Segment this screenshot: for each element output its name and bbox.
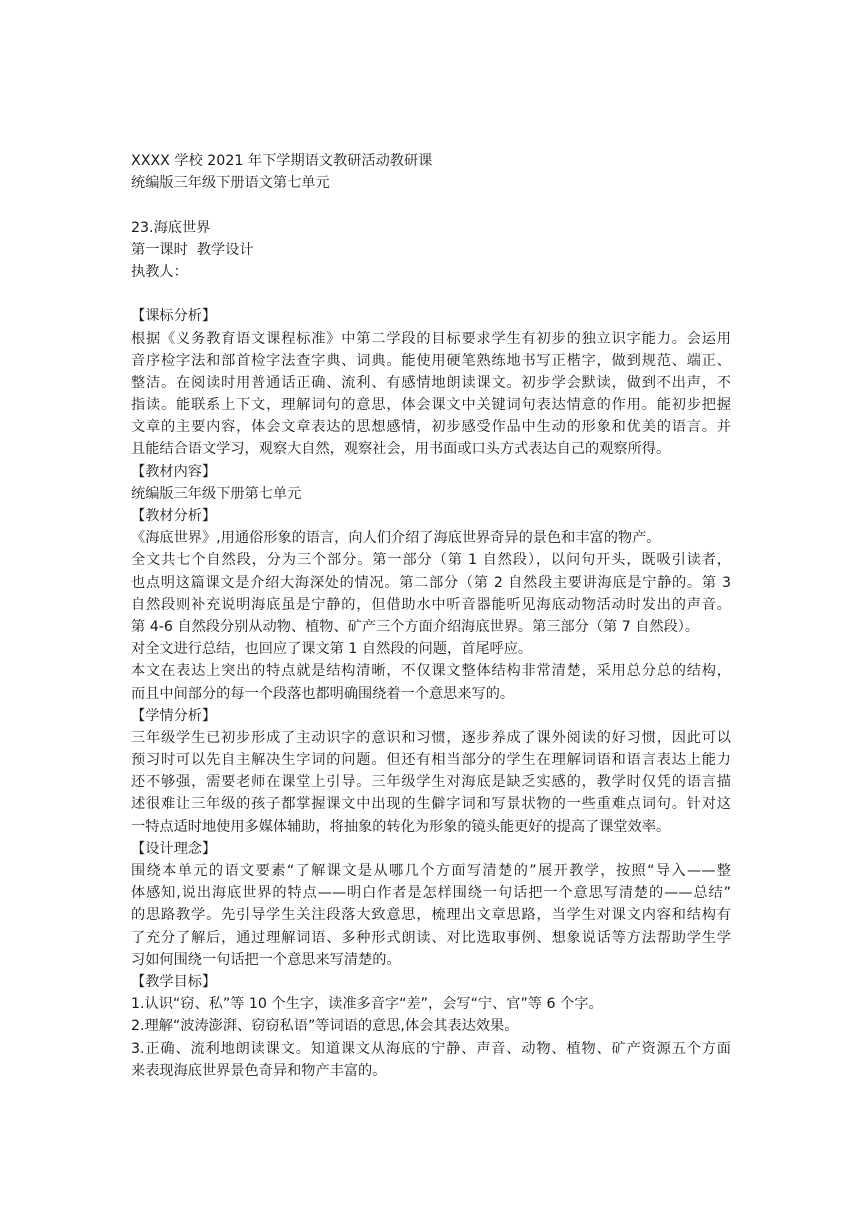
paragraph-line: 而且中间部分的每一个段落也都明确围绕着一个意思来写的。: [131, 685, 515, 702]
analysis-paragraph: [131, 527, 731, 705]
goal-item: 2.理解“波涛澎湃、窃窃私语”等词语的意思,体会其表达效果。: [131, 1018, 519, 1035]
lesson-period: 第一课时 教学设计: [131, 241, 254, 258]
concept-heading: 【设计理念】: [131, 840, 217, 857]
school-title: XXXX 学校 2021 年下学期语文教研活动教研课: [131, 153, 433, 169]
content-text: 统编版三年级下册第七单元: [131, 485, 302, 502]
document-page: [131, 150, 731, 1082]
goal-item: 来表现海底世界景色奇异和物产丰富的。: [131, 1062, 387, 1079]
paragraph-line: 一特点适时地使用多媒体辅助，将抽象的转化为形象的镜头能更好的提高了课堂效率。: [131, 818, 671, 835]
paragraph-line: 整洁。在阅读时用普通话正确、流利、有感情地朗读课文。初步学会默读，做到不出声，不: [131, 374, 731, 391]
paragraph-line: 也点明这篇课文是介绍大海深处的情况。第二部分（第 2 自然段主要讲海底是宁静的。第 3: [131, 574, 731, 591]
spacer: [131, 194, 731, 216]
goal-item: 3.正确、流利地朗读课文。知道课文从海底的宁静、声音、动物、植物、矿产资源五个方面: [131, 1040, 731, 1057]
paragraph-line: 体感知,说出海底世界的特点——明白作者是怎样围绕一句话把一个意思写清楚的——总结”: [131, 885, 731, 902]
goal-item: 1.认识“窃、私”等 10 个生字，读准多音字“差”，会写“宁、官”等 6 个字。: [131, 996, 603, 1013]
goals-heading: 【教学目标】: [131, 973, 217, 990]
goals-list: [131, 993, 731, 1082]
paragraph-line: 了充分了解后，通过理解词语、多种形式朗读、对比选取事例、想象说话等方法帮助学生学: [131, 929, 731, 946]
paragraph-line: 音序检字法和部首检字法查字典、词典。能使用硬笔熟练地书写正楷字，做到规范、端正、: [131, 352, 731, 369]
standards-paragraph: [131, 328, 731, 461]
paragraph-line: 围绕本单元的语文要素“了解课文是从哪几个方面写清楚的”展开教学，按照“导入——整: [131, 863, 731, 879]
teacher-label: 执教人：: [131, 263, 188, 280]
paragraph-line: 文章的主要内容，体会文章表达的思想感情，初步感受作品中生动的形象和优美的语言。并: [131, 419, 731, 436]
paragraph-line: 自然段则补充说明海底虽是宁静的，但借助水中听音器能听见海底动物活动时发出的声音。: [131, 596, 731, 613]
paragraph-line: 《海底世界》,用通俗形象的语言，向人们介绍了海底世界奇异的景色和丰富的物产。: [131, 530, 661, 547]
paragraph-line: 本文在表达上突出的特点就是结构清晰，不仅课文整体结构非常清楚，采用总分总的结构，: [131, 663, 731, 680]
students-paragraph: [131, 727, 731, 838]
paragraph-line: 还不够强，需要老师在课堂上引导。三年级学生对海底是缺乏实感的，教学时仅凭的语言描: [131, 774, 731, 791]
lesson-title: 23.海底世界: [131, 219, 211, 236]
concept-paragraph: [131, 860, 731, 971]
paragraph-line: 述很难让三年级的孩子都掌握课文中出现的生僻字词和写景状物的一些重难点词句。针对这: [131, 796, 731, 813]
paragraph-line: 且能结合语文学习，观察大自然，观察社会，用书面或口头方式表达自己的观察所得。: [131, 441, 671, 458]
paragraph-line: 指读。能联系上下文，理解词句的意思，体会课文中关键词句表达情意的作用。能初步把握: [131, 397, 731, 414]
spacer: [131, 283, 731, 305]
students-heading: 【学情分析】: [131, 707, 217, 724]
paragraph-line: 三年级学生已初步形成了主动识字的意识和习惯，逐步养成了课外阅读的好习惯，因此可以: [131, 729, 731, 746]
paragraph-line: 第 4-6 自然段分别从动物、植物、矿产三个方面介绍海底世界。第三部分（第 7 自然段）。: [131, 618, 700, 635]
paragraph-line: 对全文进行总结，也回应了课文第 1 自然段的问题，首尾呼应。: [131, 641, 533, 658]
paragraph-line: 的思路教学。先引导学生关注段落大致意思，梳理出文章思路，当学生对课文内容和结构有: [131, 907, 731, 924]
paragraph-line: 全文共七个自然段，分为三个部分。第一部分（第 1 自然段），以问句开头，既吸引读者，: [131, 552, 731, 569]
paragraph-line: 习如何围绕一句话把一个意思来写清楚的。: [131, 951, 401, 968]
content-heading: 【教材内容】: [131, 463, 217, 480]
analysis-heading: 【教材分析】: [131, 508, 217, 524]
paragraph-line: 预习时可以先自主解决生字词的问题。但还有相当部分的学生在理解词语和语言表达上能力: [131, 752, 731, 769]
unit-title: 统编版三年级下册语文第七单元: [131, 175, 330, 192]
paragraph-line: 根据《义务教育语文课程标准》中第二学段的目标要求学生有初步的独立识字能力。会运用: [131, 330, 731, 347]
standards-heading: 【课标分析】: [131, 308, 217, 325]
